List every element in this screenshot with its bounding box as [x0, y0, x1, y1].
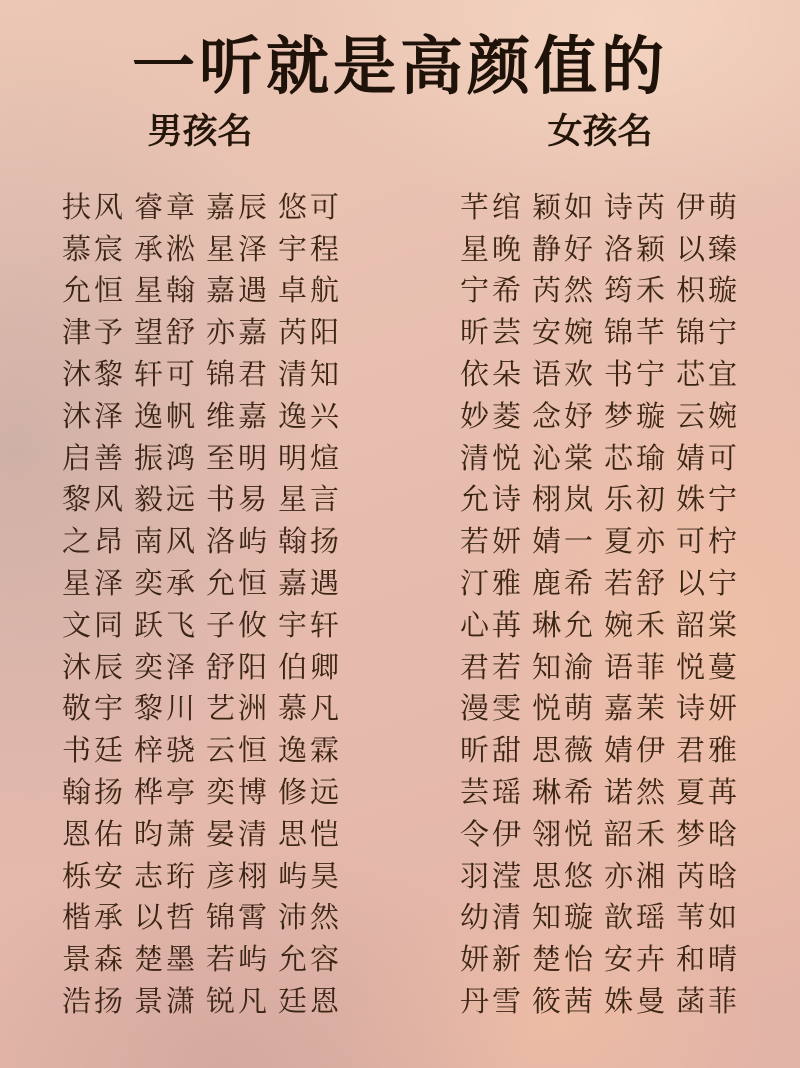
name-row	[460, 644, 740, 686]
name-cell: 君若	[460, 649, 525, 684]
name-cell: 夏亦	[603, 524, 668, 559]
name-cell: 菡菲	[675, 983, 740, 1018]
name-row	[62, 937, 342, 979]
name-cell: 思悠	[531, 858, 596, 893]
name-cell: 语菲	[603, 649, 668, 684]
name-cell: 沐黎	[62, 357, 127, 392]
name-cell: 妍新	[460, 942, 525, 977]
name-cell: 漫雯	[460, 691, 525, 726]
name-row	[460, 310, 740, 352]
name-cell: 和晴	[675, 942, 740, 977]
name-cell: 南风	[133, 524, 198, 559]
name-cell: 琳允	[531, 607, 596, 642]
name-cell: 逸霖	[277, 733, 342, 768]
name-row	[62, 268, 342, 310]
name-cell: 悦蔓	[675, 649, 740, 684]
name-cell: 韶禾	[603, 816, 668, 851]
name-cell: 睿章	[133, 189, 198, 224]
name-cell: 锐凡	[205, 983, 270, 1018]
name-cell: 若妍	[460, 524, 525, 559]
name-cell: 星泽	[205, 231, 270, 266]
name-cell: 维嘉	[205, 398, 270, 433]
name-cell: 洛颖	[603, 231, 668, 266]
name-cell: 安婉	[531, 315, 596, 350]
name-row	[460, 226, 740, 268]
name-cell: 楚怡	[531, 942, 596, 977]
name-cell: 子攸	[205, 607, 270, 642]
name-cell: 婧一	[531, 524, 596, 559]
name-row	[460, 393, 740, 435]
name-row	[460, 895, 740, 937]
name-cell: 逸帆	[133, 398, 198, 433]
name-cell: 昀萧	[133, 816, 198, 851]
name-cell: 思恺	[277, 816, 342, 851]
name-cell: 昕甜	[460, 733, 525, 768]
name-cell: 黎风	[62, 482, 127, 517]
name-row	[62, 310, 342, 352]
name-cell: 楷承	[62, 900, 127, 935]
name-row	[460, 811, 740, 853]
name-cell: 锦霄	[205, 900, 270, 935]
girl-names-column	[460, 184, 740, 1020]
name-cell: 嘉辰	[205, 189, 270, 224]
name-cell: 至明	[205, 440, 270, 475]
name-cell: 屿昊	[277, 858, 342, 893]
name-cell: 沛然	[277, 900, 342, 935]
name-cell: 轩可	[133, 357, 198, 392]
name-cell: 宁希	[460, 273, 525, 308]
name-cell: 毅远	[133, 482, 198, 517]
name-row	[62, 435, 342, 477]
name-row	[62, 519, 342, 561]
name-cell: 诗芮	[603, 189, 668, 224]
name-cell: 韶棠	[675, 607, 740, 642]
name-cell: 颖如	[531, 189, 596, 224]
name-row	[460, 477, 740, 519]
name-cell: 翎悦	[531, 816, 596, 851]
name-cell: 夏苒	[675, 774, 740, 809]
name-row	[460, 686, 740, 728]
name-cell: 书易	[205, 482, 270, 517]
name-cell: 允恒	[205, 566, 270, 600]
name-row	[460, 853, 740, 895]
name-cell: 扶风	[62, 189, 127, 224]
name-row	[460, 770, 740, 812]
name-cell: 星言	[277, 482, 342, 517]
name-cell: 清悦	[460, 440, 525, 475]
name-row	[62, 352, 342, 394]
name-cell: 跃飞	[133, 607, 198, 642]
name-cell: 锦君	[205, 357, 270, 392]
name-cell: 云恒	[205, 733, 270, 768]
name-cell: 伊萌	[675, 189, 740, 224]
name-row	[62, 561, 342, 603]
name-cell: 振鸿	[133, 440, 198, 475]
name-cell: 宇轩	[277, 607, 342, 642]
name-cell: 志珩	[133, 858, 198, 893]
name-cell: 亦湘	[603, 858, 668, 893]
name-cell: 彦栩	[205, 858, 270, 893]
name-cell: 星翰	[133, 273, 198, 308]
page-title: 一听就是高颜值的	[132, 29, 668, 103]
name-cell: 沐泽	[62, 398, 127, 433]
name-cell: 鹿希	[531, 566, 596, 600]
name-cell: 允恒	[62, 273, 127, 308]
name-cell: 诗妍	[675, 691, 740, 726]
name-row	[62, 979, 342, 1021]
name-cell: 晏清	[205, 816, 270, 851]
name-cell: 奕承	[133, 566, 198, 600]
name-cell: 昕芸	[460, 315, 525, 350]
name-cell: 安卉	[603, 942, 668, 977]
name-cell: 沁棠	[531, 440, 596, 475]
name-row	[460, 268, 740, 310]
name-row	[460, 184, 740, 226]
name-cell: 芮然	[531, 273, 596, 308]
name-cell: 奕博	[205, 774, 270, 809]
name-cell: 静好	[531, 231, 596, 266]
name-cell: 令伊	[460, 816, 525, 851]
name-cell: 芯瑜	[603, 440, 668, 475]
name-cell: 栎安	[62, 858, 127, 893]
name-row	[62, 853, 342, 895]
name-cell: 芮阳	[277, 315, 342, 350]
name-cell: 清知	[277, 357, 342, 392]
name-row	[460, 519, 740, 561]
name-row	[62, 602, 342, 644]
name-cell: 诺然	[603, 774, 668, 809]
name-cell: 楚墨	[133, 942, 198, 977]
name-cell: 羽滢	[460, 858, 525, 893]
name-cell: 洛屿	[205, 524, 270, 559]
name-cell: 逸兴	[277, 398, 342, 433]
name-cell: 慕宸	[62, 231, 127, 266]
name-cell: 丹雪	[460, 983, 525, 1018]
name-cell: 琳希	[531, 774, 596, 809]
name-cell: 嘉遇	[277, 566, 342, 600]
name-cell: 舒阳	[205, 649, 270, 684]
name-cell: 艺洲	[205, 691, 270, 726]
name-cell: 婉禾	[603, 607, 668, 642]
name-cell: 汀雅	[460, 566, 525, 600]
name-cell: 承淞	[133, 231, 198, 266]
name-cell: 敬宇	[62, 691, 127, 726]
name-cell: 文同	[62, 607, 127, 642]
name-cell: 亦嘉	[205, 315, 270, 350]
name-row	[62, 895, 342, 937]
girl-names-header: 女孩名	[547, 111, 653, 153]
boy-names-column	[62, 184, 342, 1020]
name-cell: 语欢	[531, 357, 596, 392]
name-cell: 芸瑶	[460, 774, 525, 809]
name-row	[62, 184, 342, 226]
name-cell: 知璇	[531, 900, 596, 935]
name-cell: 允诗	[460, 482, 525, 517]
name-cell: 念妤	[531, 398, 596, 433]
name-row	[62, 686, 342, 728]
name-cell: 望舒	[133, 315, 198, 350]
name-cell: 幼清	[460, 900, 525, 935]
names-grid	[0, 154, 800, 1020]
name-cell: 津予	[62, 315, 127, 350]
name-cell: 依朵	[460, 357, 525, 392]
name-row	[62, 770, 342, 812]
name-cell: 梓骁	[133, 733, 198, 768]
name-row	[460, 728, 740, 770]
name-row	[460, 435, 740, 477]
name-cell: 以臻	[675, 231, 740, 266]
name-row	[460, 602, 740, 644]
name-cell: 慕凡	[277, 691, 342, 726]
name-cell: 恩佑	[62, 816, 127, 851]
name-cell: 苇如	[675, 900, 740, 935]
name-cell: 梦晗	[675, 816, 740, 851]
name-row	[62, 728, 342, 770]
name-cell: 君雅	[675, 733, 740, 768]
name-row	[62, 644, 342, 686]
name-cell: 星晚	[460, 231, 525, 266]
boy-names-header: 男孩名	[147, 111, 253, 153]
name-cell: 枳璇	[675, 273, 740, 308]
name-cell: 黎川	[133, 691, 198, 726]
name-cell: 知渝	[531, 649, 596, 684]
name-cell: 廷恩	[277, 983, 342, 1018]
name-cell: 允容	[277, 942, 342, 977]
name-cell: 芊绾	[460, 189, 525, 224]
name-cell: 嘉茉	[603, 691, 668, 726]
name-cell: 芮晗	[675, 858, 740, 893]
name-row	[460, 352, 740, 394]
name-cell: 明煊	[277, 440, 342, 475]
name-cell: 若舒	[603, 566, 668, 600]
name-cell: 星泽	[62, 566, 127, 600]
column-headers	[0, 104, 800, 154]
name-row	[62, 811, 342, 853]
name-cell: 奕泽	[133, 649, 198, 684]
name-cell: 翰扬	[62, 774, 127, 809]
name-cell: 沐辰	[62, 649, 127, 684]
name-cell: 书廷	[62, 733, 127, 768]
name-cell: 思薇	[531, 733, 596, 768]
name-row	[62, 393, 342, 435]
name-cell: 景潇	[133, 983, 198, 1018]
name-cell: 姝宁	[675, 482, 740, 517]
name-row	[62, 477, 342, 519]
name-cell: 筱茜	[531, 983, 596, 1018]
name-cell: 筠禾	[603, 273, 668, 308]
name-cell: 翰扬	[277, 524, 342, 559]
name-cell: 妙菱	[460, 398, 525, 433]
name-cell: 婧伊	[603, 733, 668, 768]
name-cell: 卓航	[277, 273, 342, 308]
name-cell: 芯宜	[675, 357, 740, 392]
name-cell: 启善	[62, 440, 127, 475]
name-row	[460, 979, 740, 1021]
name-cell: 之昂	[62, 524, 127, 559]
name-cell: 书宁	[603, 357, 668, 392]
name-cell: 修远	[277, 774, 342, 809]
name-cell: 宇程	[277, 231, 342, 266]
name-cell: 伯卿	[277, 649, 342, 684]
name-cell: 婧可	[675, 440, 740, 475]
name-cell: 以宁	[675, 566, 740, 600]
name-row	[460, 561, 740, 603]
name-cell: 姝曼	[603, 983, 668, 1018]
name-cell: 浩扬	[62, 983, 127, 1018]
name-cell: 若屿	[205, 942, 270, 977]
name-cell: 桦亭	[133, 774, 198, 809]
name-cell: 心苒	[460, 607, 525, 642]
name-cell: 梦璇	[603, 398, 668, 433]
name-cell: 悠可	[277, 189, 342, 224]
name-cell: 锦宁	[675, 315, 740, 350]
name-cell: 悦萌	[531, 691, 596, 726]
name-row	[62, 226, 342, 268]
name-cell: 歆瑶	[603, 900, 668, 935]
name-cell: 嘉遇	[205, 273, 270, 308]
name-cell: 以哲	[133, 900, 198, 935]
name-cell: 乐初	[603, 482, 668, 517]
name-cell: 可柠	[675, 524, 740, 559]
name-cell: 云婉	[675, 398, 740, 433]
name-row	[460, 937, 740, 979]
name-cell: 栩岚	[531, 482, 596, 517]
name-cell: 锦芊	[603, 315, 668, 350]
name-cell: 景森	[62, 942, 127, 977]
